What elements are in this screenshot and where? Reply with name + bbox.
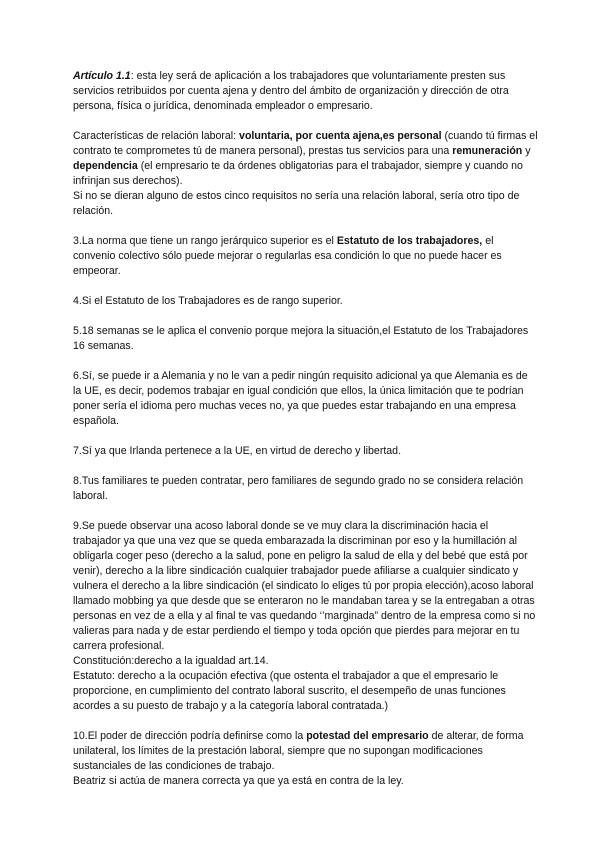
answer-3 bbox=[73, 234, 538, 279]
answer-3-bold: Estatuto de los trabajadores, bbox=[336, 235, 483, 247]
characteristics-note: Si no se dieran alguno de estos cinco requisitos no sería una relación laboral, sería otro tipo de relación. bbox=[73, 190, 520, 217]
answer-3-text-1: 3.La norma que tiene un rango jerárquico superior es el bbox=[73, 235, 337, 247]
characteristics-text-4: (el empresario te da órdenes obligatorias para el trabajador, siempre y cuando no infrinjan sus derechos). bbox=[73, 160, 523, 187]
answer-10-text-2: de alterar, de forma unilateral, los límites de la prestación laboral, siempre que no supongan modificaciones sustanciales de las condiciones de trabajo. bbox=[73, 730, 524, 772]
characteristics-bold-dependencia: dependencia bbox=[73, 160, 138, 172]
characteristics-paragraph bbox=[73, 129, 538, 189]
characteristics-bold-1: voluntaria, por cuenta ajena,es personal bbox=[239, 130, 442, 142]
article-text: : esta ley será de aplicación a los trabajadores que voluntariamente presten sus servicios retribuidos por cuenta ajena y dentro del ámbito de organización y dirección de otra persona, física o jurídica, denominada empleador o empresario. bbox=[73, 70, 509, 112]
answer-4: 4.Si el Estatuto de los Trabajadores es de rango superior. bbox=[73, 295, 343, 307]
characteristics-text-3: y bbox=[522, 145, 531, 157]
answer-7: 7.Sí ya que Irlanda pertenece a la UE, en virtud de derecho y libertad. bbox=[73, 445, 402, 457]
characteristics-text-2: (cuando tú firmas el contrato te comprometes tú de manera personal), prestas tus servicios para una bbox=[73, 130, 538, 157]
answer-5: 5.18 semanas se le aplica el convenio porque mejora la situación,el Estatuto de los Trabajadores 16 semanas. bbox=[73, 325, 529, 352]
article-1-1-paragraph bbox=[73, 69, 538, 114]
characteristics-intro: Características de relación laboral: bbox=[73, 130, 240, 142]
answer-10 bbox=[73, 729, 538, 774]
answer-9: 9.Se puede observar una acoso laboral donde se ve muy clara la discriminación hacia el trabajador ya que una vez que se queda embarazada la discriminan por eso y la humillación al obligarla coger peso (derecho a la salud, pone en peligro la salud de ella y del bebé que está por venir), derecho a la libre sindicación cualquier trabajador puede afiliarse a cualquier sindicato y vulnera el derecho a la libre sindicación (el sindicato lo eliges tú por propia elección),acoso laboral llamado mobbing ya que desde que se enteraron no le mandaban tarea y se la entregaban a otras personas en vez de a ella y al final te vas quedando ‘’marginada” dentro de la empresa como si no valieras para nada y de estar perdiendo el tiempo y toda opción que pierdes para mejorar en tu carrera profesional. bbox=[73, 520, 536, 652]
answer-8: 8.Tus familiares te pueden contratar, pero familiares de segundo grado no se considera relación laboral. bbox=[73, 475, 524, 502]
characteristics-bold-remuneracion: remuneración bbox=[452, 145, 523, 157]
answer-9-estatuto: Estatuto: derecho a la ocupación efectiva (que ostenta el trabajador a que el empresario le proporcione, en cumplimiento del contrato laboral suscrito, el desempeño de unas funciones acordes a su puesto de trabajo y a la categoría laboral contratada.) bbox=[73, 670, 506, 712]
answer-3-text-2: el convenio colectivo sólo puede mejorar o regularlas esa condición lo que no puede hacer es empeorar. bbox=[73, 235, 502, 277]
answer-10-text-1: 10.El poder de dirección podría definirse como la bbox=[73, 730, 307, 742]
answer-10-conclusion: Beatriz si actúa de manera correcta ya que ya está en contra de la ley. bbox=[73, 775, 404, 787]
answer-10-bold: potestad del empresario bbox=[306, 730, 429, 742]
answer-9-constitucion: Constitución:derecho a la igualdad art.14. bbox=[73, 655, 269, 667]
article-label: Artículo 1.1 bbox=[73, 70, 131, 82]
answer-6: 6.Sí, se puede ir a Alemania y no le van a pedir ningún requisito adicional ya que Alemania es de la UE, es decir, podemos trabajar en igual condición que ellos, la única limitación que te podrían poner sería el idioma pero muchas veces no, ya que puedes estar trabajando en una empresa española. bbox=[73, 370, 528, 427]
